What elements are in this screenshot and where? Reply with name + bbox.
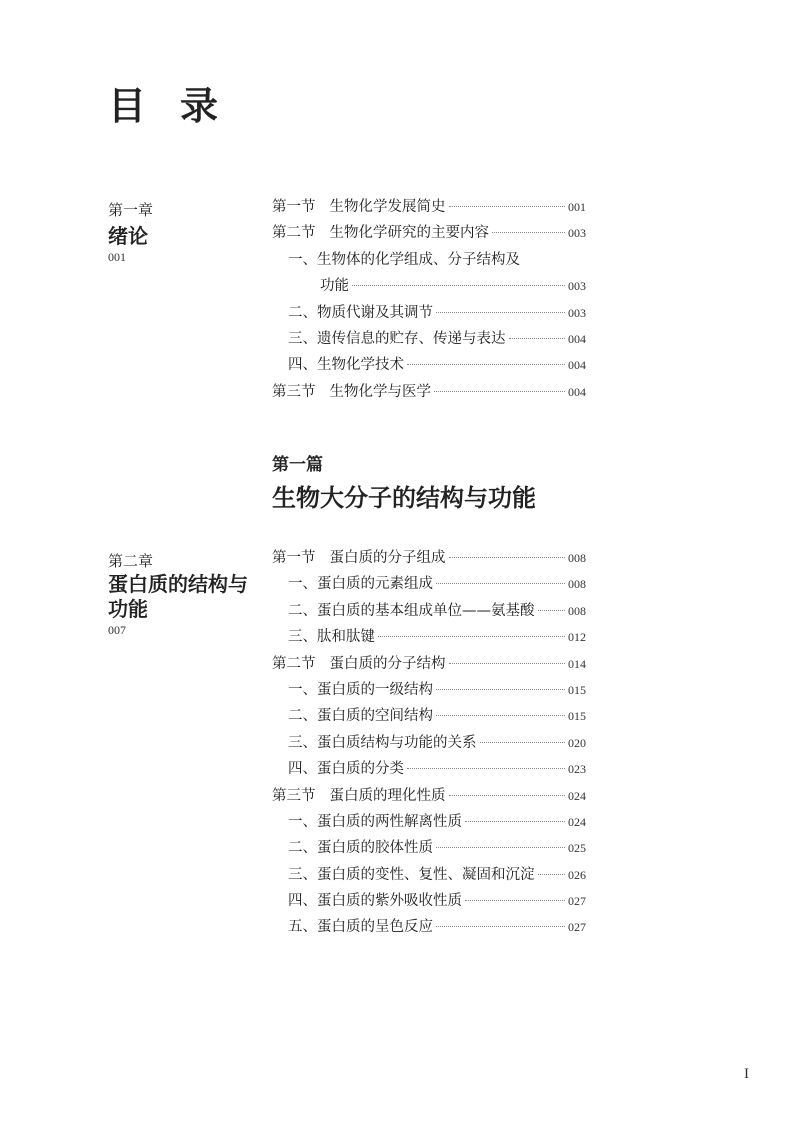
- toc-leader-dots: [436, 689, 565, 690]
- toc-entry-text: 生物化学发展简史: [329, 199, 446, 215]
- toc-leader-dots: [538, 874, 566, 875]
- toc-item-row: [272, 625, 586, 651]
- toc-leader-dots: [449, 557, 566, 558]
- toc-item-row: [272, 678, 586, 704]
- toc-leader-dots: [449, 663, 566, 664]
- toc-section-row: [272, 221, 586, 247]
- toc-entry-label: [288, 704, 433, 725]
- toc-item-row: [272, 863, 586, 889]
- toc-leader-dots: [465, 900, 565, 901]
- chapter-2-page: 007: [108, 623, 126, 637]
- toc-entry-text: 一、蛋白质的两性解离性质: [288, 813, 462, 830]
- toc-item-row: [272, 757, 586, 783]
- toc-item-row: [272, 915, 586, 941]
- toc-leader-dots: [434, 391, 565, 392]
- toc-entry-text: 三、遗传信息的贮存、传递与表达: [288, 330, 506, 347]
- toc-entry-text: 三、蛋白质的变性、复性、凝固和沉淀: [288, 866, 535, 883]
- toc-entry-text: 二、蛋白质的空间结构: [288, 708, 433, 725]
- toc-leader-dots: [436, 926, 565, 927]
- toc-entry-text: 五、蛋白质的呈色反应: [288, 919, 433, 936]
- toc-item-row: [272, 327, 586, 353]
- chapter-1-page: 001: [108, 250, 126, 264]
- toc-entry-text: 四、生物化学技术: [288, 357, 404, 374]
- toc-leader-dots: [538, 610, 566, 611]
- toc-item-row: [272, 353, 586, 379]
- toc-section-number: 第三节: [272, 787, 316, 804]
- toc-entry-text: 四、蛋白质的紫外吸收性质: [288, 893, 462, 910]
- toc-entry-label: [288, 599, 535, 620]
- toc-entry-text: 三、肽和肽键: [288, 629, 375, 646]
- toc-page-number: 001: [568, 200, 586, 214]
- toc-entry-text: 功能: [320, 278, 349, 295]
- toc-entry-text: 二、蛋白质的基本组成单位——氨基酸: [288, 602, 535, 619]
- toc-entry-text: 蛋白质的分子组成: [329, 550, 446, 566]
- toc-leader-dots: [509, 338, 566, 339]
- toc-entry-label: [288, 836, 433, 857]
- chapter-2-toc: [272, 546, 586, 942]
- toc-page-number: 004: [568, 358, 586, 373]
- toc-entry-label: [288, 915, 433, 936]
- toc-leader-dots: [436, 312, 565, 313]
- toc-page-number: 014: [568, 656, 586, 671]
- toc-item-row: [272, 810, 586, 836]
- toc-leader-dots: [352, 285, 565, 286]
- toc-entry-label: [272, 380, 431, 401]
- toc-section-number: 第三节: [272, 383, 316, 400]
- toc-leader-dots: [492, 232, 565, 233]
- toc-entry-label: [320, 274, 349, 295]
- toc-page-number: 026: [568, 867, 586, 882]
- toc-leader-dots: [449, 206, 566, 207]
- toc-page-number: 025: [568, 841, 586, 856]
- toc-section-row: [272, 195, 586, 221]
- toc-section-row: [272, 380, 586, 406]
- toc-page-number: 008: [568, 551, 586, 565]
- toc-leader-dots: [407, 768, 565, 769]
- part-label: 第一篇: [272, 455, 323, 475]
- toc-page-number: 023: [568, 762, 586, 777]
- toc-item-row: [272, 248, 586, 274]
- toc-entry-text: 一、蛋白质的元素组成: [288, 576, 433, 593]
- part-title: 生物大分子的结构与功能: [272, 483, 536, 512]
- toc-page-number: 015: [568, 682, 586, 697]
- toc-entry-label: [288, 353, 404, 374]
- toc-page-number: 003: [568, 226, 586, 241]
- toc-page-number: 004: [568, 331, 586, 346]
- toc-entry-label: [288, 248, 520, 269]
- toc-entry-text: 二、蛋白质的胶体性质: [288, 840, 433, 857]
- toc-item-row: [272, 889, 586, 915]
- chapter-2-title-line-2: 功能: [108, 597, 148, 621]
- title-char-1: 目: [108, 83, 147, 128]
- toc-page-number: 024: [568, 788, 586, 803]
- toc-entry-text: 二、物质代谢及其调节: [288, 304, 433, 321]
- chapter-1-toc: [272, 195, 586, 406]
- toc-page-number: 027: [568, 894, 586, 909]
- page-folio: I: [744, 1066, 749, 1082]
- page-title: [108, 82, 218, 130]
- toc-section-number: 第二节: [272, 655, 316, 672]
- toc-entry-label: [288, 327, 506, 348]
- toc-item-row: [272, 599, 586, 625]
- toc-page-number: 012: [568, 630, 586, 645]
- toc-item-row: [272, 731, 586, 757]
- toc-page-number: 015: [568, 709, 586, 724]
- toc-page-number: 024: [568, 814, 586, 829]
- toc-section-row: [272, 784, 586, 810]
- toc-entry-text: 四、蛋白质的分类: [288, 761, 404, 778]
- toc-entry-text: 生物化学研究的主要内容: [329, 225, 489, 242]
- toc-section-number: 第二节: [272, 225, 316, 242]
- toc-leader-dots: [436, 847, 565, 848]
- toc-page-number: 008: [568, 603, 586, 618]
- toc-item-row: [272, 836, 586, 862]
- toc-entry-label: [288, 731, 477, 752]
- toc-entry-text: 三、蛋白质结构与功能的关系: [288, 734, 477, 751]
- toc-section-number: 第一节: [272, 199, 316, 215]
- toc-entry-text: 一、生物体的化学组成、分子结构及: [288, 251, 520, 268]
- chapter-1-title: [108, 224, 148, 249]
- toc-leader-dots: [480, 742, 566, 743]
- toc-item-row: [272, 274, 586, 300]
- toc-section-number: 第一节: [272, 550, 316, 566]
- toc-entry-label: [288, 572, 433, 593]
- toc-entry-label: [288, 863, 535, 884]
- chapter-1-label: 第一章: [108, 201, 154, 219]
- toc-page-number: 027: [568, 920, 586, 935]
- toc-entry-label: [288, 810, 462, 831]
- toc-page-number: 004: [568, 384, 586, 399]
- toc-page-number: 003: [568, 279, 586, 294]
- toc-leader-dots: [449, 795, 566, 796]
- toc-leader-dots: [378, 636, 565, 637]
- toc-entry-label: [288, 678, 433, 699]
- toc-entry-label: [272, 652, 446, 673]
- toc-page-number: 008: [568, 577, 586, 592]
- toc-item-row: [272, 301, 586, 327]
- toc-entry-label: [288, 757, 404, 778]
- toc-page-number: 003: [568, 305, 586, 320]
- chapter-2-title-line-1: 蛋白质的结构与: [108, 572, 248, 596]
- toc-entry-label: [288, 625, 375, 646]
- toc-item-row: [272, 572, 586, 598]
- chapter-2-label: 第二章: [108, 552, 154, 570]
- toc-entry-label: [272, 195, 446, 216]
- chapter-1-title-line: 绪论: [108, 224, 148, 248]
- toc-entry-label: [272, 546, 446, 567]
- toc-entry-text: 生物化学与医学: [329, 383, 431, 400]
- toc-section-row: [272, 652, 586, 678]
- toc-entry-label: [288, 301, 433, 322]
- toc-entry-text: 一、蛋白质的一级结构: [288, 681, 433, 698]
- toc-entry-text: 蛋白质的分子结构: [329, 655, 446, 672]
- toc-entry-label: [272, 784, 446, 805]
- toc-item-row: [272, 704, 586, 730]
- toc-entry-text: 蛋白质的理化性质: [329, 787, 446, 804]
- chapter-2-title: [108, 572, 248, 622]
- toc-section-row: [272, 546, 586, 572]
- toc-entry-label: [288, 889, 462, 910]
- toc-leader-dots: [436, 715, 565, 716]
- toc-leader-dots: [436, 583, 565, 584]
- title-char-2: 录: [180, 83, 219, 128]
- toc-leader-dots: [407, 364, 565, 365]
- toc-leader-dots: [465, 821, 565, 822]
- toc-entry-label: [272, 221, 489, 242]
- toc-page-number: 020: [568, 735, 586, 750]
